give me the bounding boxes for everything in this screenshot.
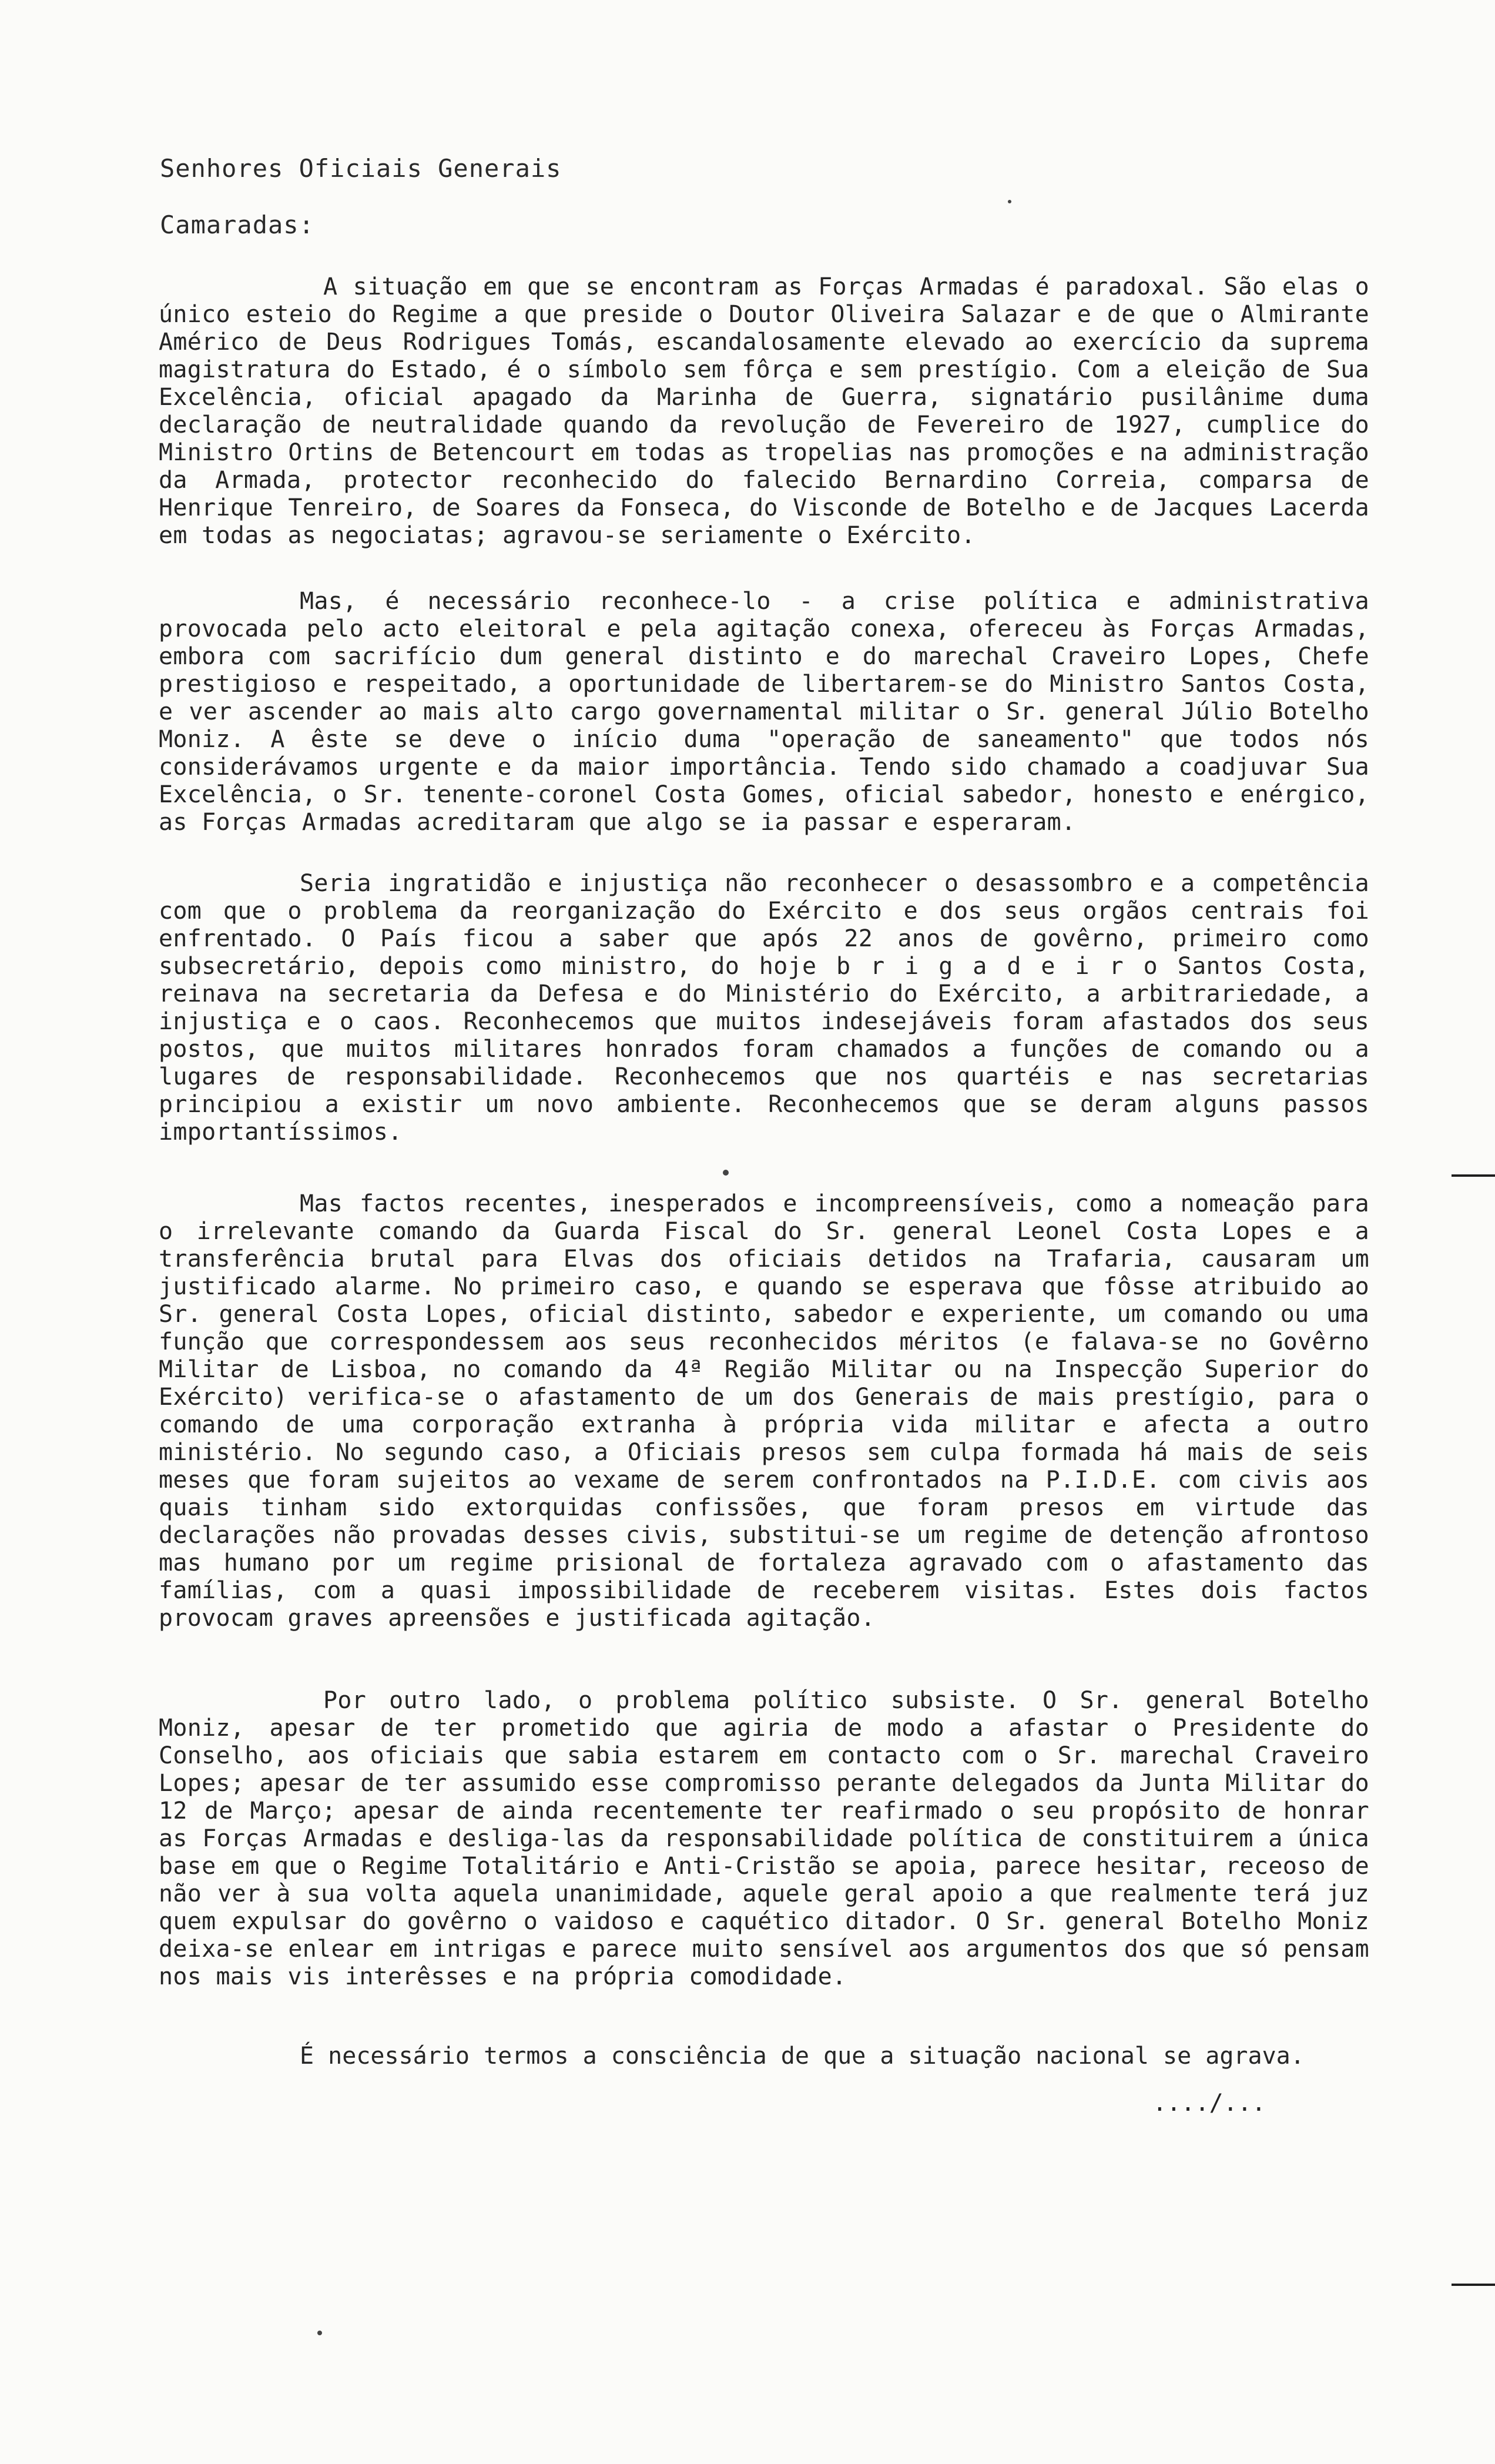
paragraph-4: Mas factos recentes, inesperados e incompreensíveis, como a nomeação para o irrelevante comando da Guarda Fiscal do Sr. general Leonel Costa Lopes e a transferência brutal para Elvas dos oficiais detidos na Trafaria, causaram um justificado alarme. No primeiro caso, e quando se esperava que fôsse atribuido ao Sr. general Costa Lopes, oficial distinto, sabedor e experiente, um comando ou uma função que correspondessem aos seus reconhecidos méritos (e falava-se no Govêrno Militar de Lisboa, no comando da 4ª Região Militar ou na Inspecção Superior do Exército) verifica-se o afastamento de um dos Generais de mais prestígio, para o comando de uma corporação extranha à própria vida militar e afecta a outro ministério. No segundo caso, a Oficiais presos sem culpa formada há mais de seis meses que foram sujeitos ao vexame de serem confrontados na P.I.D.E. com civis aos quais tinham sido extorquidas confissões, que foram presos em virtude das declarações não provadas desses civis, substitui-se um regime de detenção afrontoso mas humano por um regime prisional de fortaleza agravado com o afastamento das famílias, com a quasi impossibilidade de receberem visitas. Estes dois factos provocam graves apreensões e justificada agitação.	[159, 1190, 1369, 1632]
closing-statement: É necessário termos a consciência de que a situação nacional se agrava.	[300, 2043, 1305, 2070]
ink-speck	[317, 2331, 322, 2335]
salutation-addressees: Senhores Oficiais Generais	[160, 154, 562, 183]
margin-rule-mark	[1452, 1174, 1495, 1177]
paragraph-5: Por outro lado, o problema político subsiste. O Sr. general Botelho Moniz, apesar de ter prometido que agiria de modo a afastar o Presidente do Conselho, aos oficiais que sabia estarem em contacto com o Sr. marechal Craveiro Lopes; apesar de ter assumido esse compromisso perante delegados da Junta Militar do 12 de Março; apesar de ainda recentemente ter reafirmado o seu propósito de honrar as Forças Armadas e desliga-las da responsabilidade política de constituirem a única base em que o Regime Totalitário e Anti-Cristão se apoia, parece hesitar, receoso de não ver à sua volta aquela unanimidade, aquele geral apoio a que realmente terá juz quem expulsar do govêrno o vaidoso e caquético ditador. O Sr. general Botelho Moniz deixa-se enlear em intrigas e parece muito sensível aos argumentos dos que só pensam nos mais vis interêsses e na própria comodidade.	[159, 1687, 1369, 1990]
paragraph-2: Mas, é necessário reconhece-lo - a crise política e administrativa provocada pelo acto eleitoral e pela agitação conexa, ofereceu às Forças Armadas, embora com sacrifício dum general distinto e do marechal Craveiro Lopes, Chefe prestigioso e respeitado, a oportunidade de libertarem-se do Ministro Santos Costa, e ver ascender ao mais alto cargo governamental militar o Sr. general Júlio Botelho Moniz. A êste se deve o início duma "operação de saneamento" que todos nós considerávamos urgente e da maior importância. Tendo sido chamado a coadjuvar Sua Excelência, o Sr. tenente-coronel Costa Gomes, oficial sabedor, honesto e enérgico, as Forças Armadas acreditaram que algo se ia passar e esperaram.	[159, 588, 1369, 836]
ink-speck	[723, 1170, 729, 1176]
paragraph-3: Seria ingratidão e injustiça não reconhecer o desassombro e a competência com que o problema da reorganização do Exército e dos seus orgãos centrais foi enfrentado. O País ficou a saber que após 22 anos de govêrno, primeiro como subsecretário, depois como ministro, do hoje b r i g a d e i r o Santos Costa, reinava na secretaria da Defesa e do Ministério do Exército, a arbitrariedade, a injustiça e o caos. Reconhecemos que muitos indesejáveis foram afastados dos seus postos, que muitos militares honrados foram chamados a funções de comando ou a lugares de responsabilidade. Reconhecemos que nos quartéis e nas secretarias principiou a existir um novo ambiente. Reconhecemos que se deram alguns passos importantíssimos.	[159, 870, 1369, 1146]
page-continuation-mark: ..../...	[1152, 2090, 1266, 2117]
salutation-comrades: Camaradas:	[160, 210, 314, 239]
margin-rule-mark-lower	[1452, 2284, 1495, 2286]
paragraph-1: A situação em que se encontram as Forças Armadas é paradoxal. São elas o único esteio do Regime a que preside o Doutor Oliveira Salazar e de que o Almirante Américo de Deus Rodrigues Tomás, escandalosamente elevado ao exercício da suprema magistratura do Estado, é o símbolo sem fôrça e sem prestígio. Com a eleição de Sua Excelência, oficial apagado da Marinha de Guerra, signatário pusilânime duma declaração de neutralidade quando da revolução de Fevereiro de 1927, cumplice do Ministro Ortins de Betencourt em todas as tropelias nas promoções e na administração da Armada, protector reconhecido do falecido Bernardino Correia, comparsa de Henrique Tenreiro, de Soares da Fonseca, do Visconde de Botelho e de Jacques Lacerda em todas as negociatas; agravou-se seriamente o Exército.	[159, 273, 1369, 549]
ink-speck	[1008, 200, 1011, 203]
